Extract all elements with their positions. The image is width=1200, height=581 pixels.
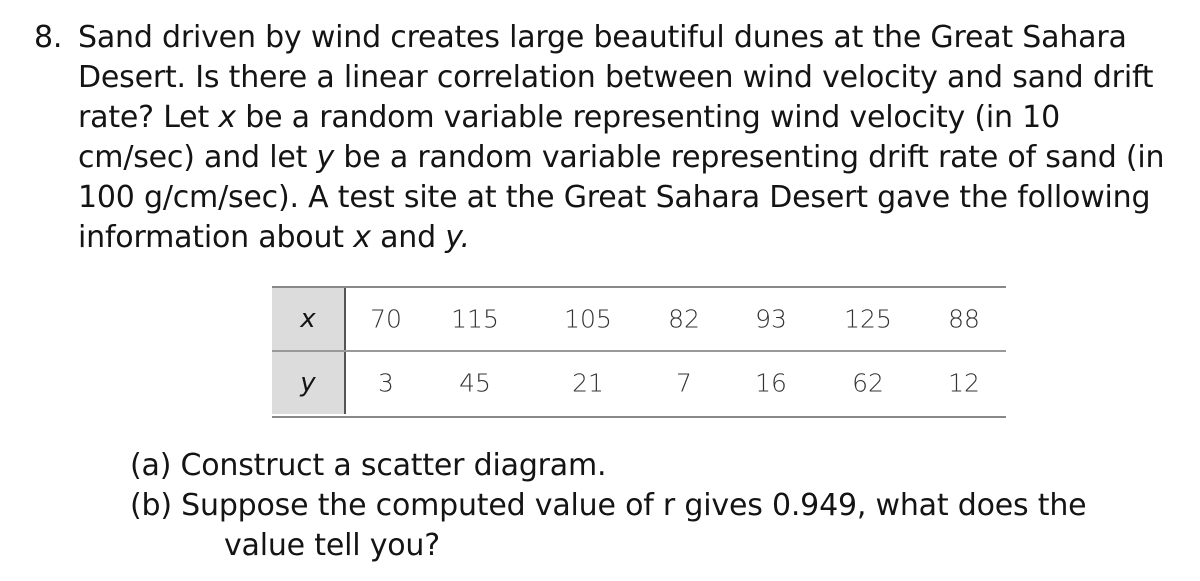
y-value-cell: 21 (572, 368, 604, 398)
problem-line-4 (78, 138, 1168, 178)
x-value-cell: 88 (948, 304, 980, 334)
table-row-y (272, 352, 1006, 414)
question-b-line-2: value tell you? (224, 528, 440, 563)
x-values (346, 288, 1006, 350)
y-value-cell: 12 (948, 368, 980, 398)
row-header-x: x (272, 288, 346, 350)
problem-text: rate? Let (78, 100, 219, 135)
x-value-cell: 125 (844, 304, 892, 334)
y-value-cell: 62 (852, 368, 884, 398)
question-b-line-1: (b) Suppose the computed value of r gives 0.949, what does the (130, 488, 1087, 523)
row-header-y: y (272, 352, 346, 414)
problem-text: information about (78, 220, 354, 255)
x-value-cell: 70 (370, 304, 402, 334)
y-value-cell: 7 (676, 368, 692, 398)
problem-statement (34, 18, 1174, 255)
variable-x: x (353, 220, 371, 255)
problem-line-2: Desert. Is there a linear correlation between wind velocity and sand drift (78, 60, 1154, 95)
y-value-cell: 16 (755, 368, 787, 398)
problem-line-6 (78, 218, 1168, 258)
y-value-cell: 45 (459, 368, 491, 398)
questions (130, 446, 1086, 566)
variable-y: y (316, 140, 335, 175)
variable-y: y. (445, 220, 470, 255)
problem-body (78, 18, 1168, 258)
problem-text: cm/sec) and let (78, 140, 317, 175)
problem-number: 8. (34, 20, 63, 55)
y-values (346, 352, 1006, 414)
question-a: (a) Construct a scatter diagram. (130, 448, 607, 483)
y-value-cell: 3 (378, 368, 394, 398)
x-value-cell: 82 (668, 304, 700, 334)
x-value-cell: 105 (564, 304, 612, 334)
problem-line-5: 100 g/cm/sec). A test site at the Great Sahara Desert gave the following (78, 180, 1151, 215)
problem-text: and (370, 220, 446, 255)
problem-text: be a random variable representing wind velocity (in 10 (235, 100, 1060, 135)
problem-line-1: Sand driven by wind creates large beautiful dunes at the Great Sahara (78, 20, 1127, 55)
x-value-cell: 93 (755, 304, 787, 334)
problem-line-3 (78, 98, 1168, 138)
variable-x: x (218, 100, 236, 135)
problem-text: be a random variable representing drift rate of sand (in (334, 140, 1165, 175)
table-row-x (272, 288, 1006, 352)
x-value-cell: 115 (451, 304, 499, 334)
data-table (272, 286, 1006, 418)
